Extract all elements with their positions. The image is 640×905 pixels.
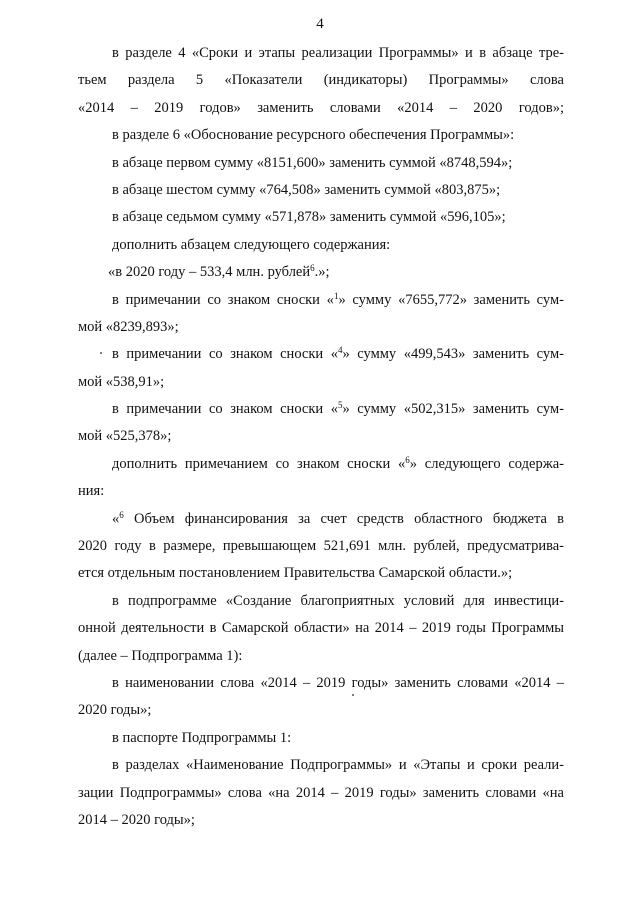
text-line: в абзаце шестом сумму «764,508» заменить суммой «803,875»; xyxy=(112,181,501,198)
text-line xyxy=(78,341,564,368)
text-part: в примечании со знаком сноски « xyxy=(112,346,338,363)
scan-speck xyxy=(352,694,354,696)
text-line: в подпрограмме «Создание благоприятных условий для инвестици- xyxy=(112,592,564,609)
text-line: тьем раздела 5 «Показатели (индикаторы) Программы» слова xyxy=(78,72,564,89)
text-line: в абзаце седьмом сумму «571,878» заменить суммой «596,105»; xyxy=(112,209,506,226)
footnote-mark: 5 xyxy=(337,400,343,411)
text-part: « xyxy=(112,510,120,527)
text-line xyxy=(78,259,564,286)
text-part: в примечании со знаком сноски « xyxy=(112,291,334,308)
scan-speck xyxy=(100,352,102,354)
text-line: в разделах «Наименование Подпрограммы» и «Этапы и сроки реали- xyxy=(112,757,564,774)
text-line: ется отдельным постановлением Правительства Самарской области.»; xyxy=(78,565,513,582)
text-part: дополнить примечанием со знаком сноски « xyxy=(112,455,406,472)
text-line: онной деятельности в Самарской области» на 2014 – 2019 годы Программы xyxy=(78,620,564,637)
text-line xyxy=(78,396,564,423)
text-part: «в 2020 году – 533,4 млн. рублей xyxy=(108,264,311,281)
footnote-mark: 6 xyxy=(310,263,315,274)
text-line: мой «538,91»; xyxy=(78,373,165,390)
footnote-mark: 6 xyxy=(119,509,124,520)
text-line: (далее – Подпрограмма 1): xyxy=(78,647,243,664)
text-line: дополнить абзацем следующего содержания: xyxy=(112,236,391,253)
text-part: Объем финансирования за счет средств областного бюджета в xyxy=(123,510,564,527)
text-part: в примечании со знаком сноски « xyxy=(112,401,338,418)
text-part: » следующего содержа- xyxy=(409,455,564,472)
footnote-mark: 6 xyxy=(405,454,410,465)
text-line: в разделе 4 «Сроки и этапы реализации Программы» и в абзаце тре- xyxy=(112,45,564,61)
text-line: в абзаце первом сумму «8151,600» заменить суммой «8748,594»; xyxy=(112,154,513,171)
text-line: 2020 году в размере, превышающем 521,691 млн. рублей, предусматрива- xyxy=(78,538,564,555)
text-line xyxy=(78,451,564,478)
text-line: 2014 – 2020 годы»; xyxy=(78,811,195,828)
page-number: 4 xyxy=(316,16,324,32)
text-line: «2014 – 2019 годов» заменить словами «2014 – 2020 годов»; xyxy=(78,99,564,116)
text-line xyxy=(78,287,564,314)
text-line: в наименовании слова «2014 – 2019 годы» заменить словами «2014 – xyxy=(112,674,564,691)
text-part: » сумму «499,543» заменить сум- xyxy=(342,346,564,363)
text-line: в разделе 6 «Обоснование ресурсного обеспечения Программы»: xyxy=(112,127,515,144)
text-part: » сумму «502,315» заменить сум- xyxy=(342,401,564,418)
text-line xyxy=(78,506,564,533)
text-line: в паспорте Подпрограммы 1: xyxy=(112,729,292,746)
document-body xyxy=(78,40,564,834)
text-line: зации Подпрограммы» слова «на 2014 – 2019 годы» заменить словами «на xyxy=(78,784,564,801)
text-line: мой «525,378»; xyxy=(78,428,172,445)
text-line: 2020 годы»; xyxy=(78,702,152,719)
text-part: .»; xyxy=(314,264,330,281)
text-part: » сумму «7655,772» заменить сум- xyxy=(338,291,564,308)
text-line: ния: xyxy=(78,483,105,500)
footnote-mark: 4 xyxy=(337,345,343,356)
text-line: мой «8239,893»; xyxy=(78,318,179,335)
footnote-mark: 1 xyxy=(333,290,339,301)
